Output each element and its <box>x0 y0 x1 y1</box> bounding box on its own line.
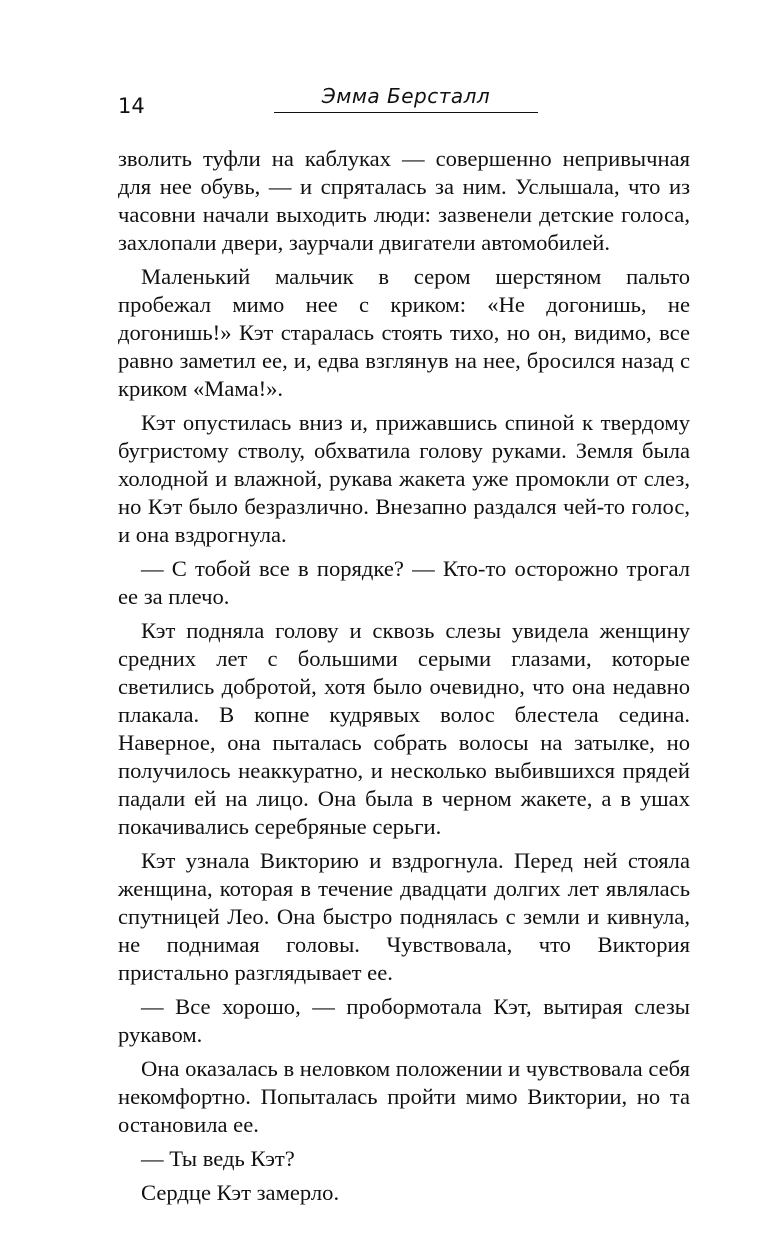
paragraph: — С тобой все в порядке? — Кто-то осторожно трогал ее за плечо. <box>118 556 690 609</box>
paragraph: Она оказалась в неловком положении и чувствовала себя некомфортно. Попыталась пройти мимо Виктории, но та остановила ее. <box>118 1056 691 1137</box>
paragraph: Кэт узнала Викторию и вздрогнула. Перед ней стояла женщина, которая в течение двадцати долгих лет являлась спутницей Лео. Она быстро поднялась с земли и кивнула, не поднимая головы. Чувствовала, что Виктория пристально разглядывает ее. <box>118 848 690 985</box>
paragraph: Кэт опустилась вниз и, прижавшись спиной к твердому бугристому стволу, обхватила голову руками. Земля была холодной и влажной, рукава жакета уже промокли от слез, но Кэт было безразлично. Внезапно раздался чей-то голос, и она вздрогнула. <box>118 410 690 547</box>
running-title: Эмма Берсталл <box>321 84 491 108</box>
page-number: 14 <box>118 94 145 118</box>
paragraph: — Ты ведь Кэт? <box>141 1146 295 1171</box>
page-header <box>118 84 538 124</box>
paragraph: Сердце Кэт замерло. <box>141 1180 340 1205</box>
header-rule <box>274 112 538 113</box>
paragraph: — Все хорошо, — пробормотала Кэт, вытирая слезы рукавом. <box>118 994 690 1047</box>
paragraph: зволить туфли на каблуках — совершенно непривычная для нее обувь, — и спряталась за ним. Услышала, что из часовни начали выходить люди: зазвенели детские голоса, захлопали двери, заурчали двигатели автомобилей. <box>118 146 690 255</box>
paragraph: Маленький мальчик в сером шерстяном пальто пробежал мимо нее с криком: «Не догонишь, не догонишь!» Кэт старалась стоять тихо, но он, видимо, все равно заметил ее, и, едва взглянув на нее, бросился назад с криком «Мама!». <box>118 264 690 401</box>
paragraph: Кэт подняла голову и сквозь слезы увидела женщину средних лет с большими серыми глазами, которые светились добротой, хотя было очевидно, что она недавно плакала. В копне кудрявых волос блестела седина. Наверное, она пыталась собрать волосы на затылке, но получилось неаккуратно, и несколько выбившихся прядей падали ей на лицо. Она была в черном жакете, а в ушах покачивались серебряные серьги. <box>118 618 690 839</box>
body-text <box>118 145 690 1213</box>
